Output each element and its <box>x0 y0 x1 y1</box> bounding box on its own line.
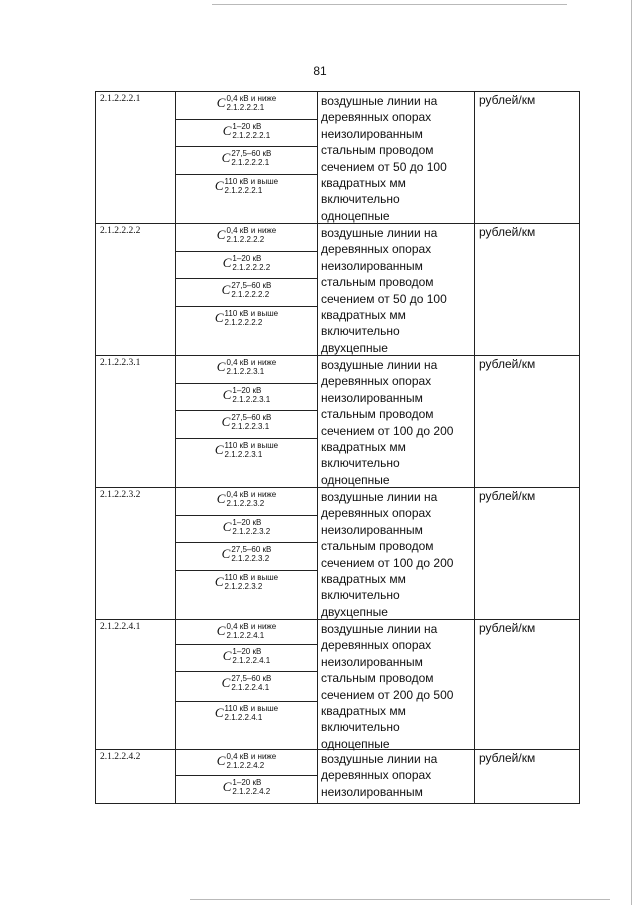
symbol-index: 2.1.2.2.4.1 <box>226 631 265 640</box>
rate-symbol-cell <box>176 307 317 355</box>
rate-symbols <box>176 92 318 223</box>
table-row <box>95 224 580 356</box>
description-line: двухцепные <box>321 604 388 619</box>
description-line: одноцепные <box>321 472 390 487</box>
unit-of-measure: рублей/км <box>479 225 536 239</box>
description-line: включительно <box>321 192 400 207</box>
description-line: неизолированным <box>321 126 423 141</box>
description-line: деревянных опорах <box>321 506 432 521</box>
rate-symbol <box>215 309 278 327</box>
symbol-base: C <box>216 753 226 768</box>
table-row <box>95 356 580 488</box>
description-line: деревянных опорах <box>321 638 432 653</box>
voltage-class: 110 кВ и выше <box>224 309 279 318</box>
rate-symbol <box>223 518 270 536</box>
rate-symbol-cell <box>176 439 317 487</box>
symbol-index: 2.1.2.2.2.1 <box>231 158 270 167</box>
rate-symbol <box>217 226 276 244</box>
description-line: квадратных мм <box>321 704 406 719</box>
unit-of-measure: рублей/км <box>479 751 536 765</box>
symbol-index: 2.1.2.2.3.2 <box>231 554 270 563</box>
symbol-index: 2.1.2.2.2.2 <box>231 290 270 299</box>
voltage-class: 1–20 кВ <box>232 254 262 263</box>
description-line: сечением от 100 до 200 <box>321 555 454 570</box>
table-row <box>95 488 580 620</box>
symbol-base: C <box>214 705 224 720</box>
description-line: неизолированным <box>321 522 423 537</box>
description-line: неизолированным <box>321 784 423 799</box>
voltage-class: 1–20 кВ <box>232 647 262 656</box>
symbol-base: C <box>221 675 231 690</box>
rate-symbol-cell <box>176 543 317 571</box>
description-line: сечением от 50 до 100 <box>321 159 447 174</box>
rate-symbol-cell <box>176 279 317 307</box>
description-line: квадратных мм <box>321 308 406 323</box>
description-line: воздушные линии на <box>321 622 438 636</box>
description-line: неизолированным <box>321 390 423 405</box>
rate-symbol-cell <box>176 147 317 175</box>
description-line: включительно <box>321 588 400 603</box>
rate-symbol <box>217 752 276 770</box>
voltage-class: 27,5–60 кВ <box>231 149 272 158</box>
rate-symbols <box>176 750 318 803</box>
symbol-base: C <box>216 359 226 374</box>
rate-symbol <box>223 647 270 665</box>
description-line: неизолированным <box>321 654 423 669</box>
rate-symbol-cell <box>176 411 317 439</box>
symbol-base: C <box>214 442 224 457</box>
symbol-index: 2.1.2.2.3.1 <box>232 395 271 404</box>
symbol-base: C <box>216 95 226 110</box>
voltage-class: 110 кВ и выше <box>224 573 279 582</box>
description-line: сечением от 50 до 100 <box>321 291 447 306</box>
voltage-class: 1–20 кВ <box>232 386 262 395</box>
table-row <box>95 750 580 804</box>
symbol-index: 2.1.2.2.2.1 <box>232 131 271 140</box>
rate-symbol <box>223 386 270 404</box>
description-line: включительно <box>321 720 400 735</box>
symbol-index: 2.1.2.2.4.1 <box>231 683 270 692</box>
rate-symbol <box>215 177 278 195</box>
line-description <box>318 750 475 803</box>
item-code: 2.1.2.2.4.1 <box>96 620 176 749</box>
rate-symbol <box>222 281 272 299</box>
page-number: 81 <box>313 64 327 78</box>
rate-symbol-cell <box>176 776 317 803</box>
rate-symbol-cell <box>176 252 317 279</box>
item-code: 2.1.2.2.3.2 <box>96 488 176 619</box>
rate-symbols <box>176 356 318 487</box>
rate-symbol-cell <box>176 571 317 619</box>
rate-symbol <box>222 413 272 431</box>
rate-symbol-cell <box>176 224 317 252</box>
line-description <box>318 92 475 223</box>
symbol-base: C <box>216 623 226 638</box>
description-line: воздушные линии на <box>321 490 438 504</box>
description-line: воздушные линии на <box>321 94 438 108</box>
description-line: квадратных мм <box>321 176 406 191</box>
rate-symbol <box>222 545 272 563</box>
rate-symbol-cell <box>176 620 317 645</box>
symbol-base: C <box>214 310 224 325</box>
rate-symbol <box>217 94 276 112</box>
scan-edge-top <box>212 4 567 5</box>
symbol-index: 2.1.2.2.4.2 <box>232 787 271 796</box>
rate-symbol <box>217 358 276 376</box>
unit-of-measure: рублей/км <box>479 93 536 107</box>
voltage-class: 0,4 кВ и ниже <box>226 490 277 499</box>
table-row <box>95 620 580 750</box>
symbol-index: 2.1.2.2.4.1 <box>224 713 263 722</box>
symbol-index: 2.1.2.2.2.2 <box>224 318 263 327</box>
rate-symbol <box>215 704 278 722</box>
item-code: 2.1.2.2.2.1 <box>96 92 176 223</box>
voltage-class: 0,4 кВ и ниже <box>226 752 277 761</box>
description-line: одноцепные <box>321 736 390 751</box>
symbol-index: 2.1.2.2.3.2 <box>224 582 263 591</box>
voltage-class: 27,5–60 кВ <box>231 674 272 683</box>
item-code: 2.1.2.2.2.2 <box>96 224 176 355</box>
symbol-index: 2.1.2.2.3.1 <box>231 422 270 431</box>
voltage-class: 27,5–60 кВ <box>231 413 272 422</box>
description-line: стальным проводом <box>321 539 434 554</box>
voltage-class: 110 кВ и выше <box>224 177 279 186</box>
rate-symbol <box>217 622 276 640</box>
rate-symbol-cell <box>176 384 317 411</box>
symbol-base: C <box>222 123 232 138</box>
symbol-base: C <box>222 779 232 794</box>
description-line: воздушные линии на <box>321 358 438 372</box>
rate-symbol-cell <box>176 702 317 749</box>
rate-symbols <box>176 224 318 355</box>
rate-symbol-cell <box>176 645 317 672</box>
voltage-class: 0,4 кВ и ниже <box>226 358 277 367</box>
symbol-index: 2.1.2.2.4.1 <box>232 656 271 665</box>
voltage-class: 0,4 кВ и ниже <box>226 622 277 631</box>
scan-edge-bottom <box>190 899 610 900</box>
rate-symbol <box>223 254 270 272</box>
description-line: включительно <box>321 456 400 471</box>
symbol-base: C <box>216 491 226 506</box>
rate-symbol-cell <box>176 672 317 702</box>
symbol-index: 2.1.2.2.2.1 <box>226 103 265 112</box>
voltage-class: 110 кВ и выше <box>224 704 279 713</box>
scan-edge-right <box>631 0 632 905</box>
symbol-index: 2.1.2.2.3.2 <box>232 527 271 536</box>
description-line: воздушные линии на <box>321 752 438 766</box>
voltage-class: 1–20 кВ <box>232 518 262 527</box>
symbol-base: C <box>216 227 226 242</box>
description-line: включительно <box>321 324 400 339</box>
rate-symbol-cell <box>176 175 317 223</box>
description-line: стальным проводом <box>321 143 434 158</box>
voltage-class: 110 кВ и выше <box>224 441 279 450</box>
voltage-class: 1–20 кВ <box>232 778 262 787</box>
symbol-base: C <box>221 414 231 429</box>
description-line: квадратных мм <box>321 572 406 587</box>
line-description <box>318 620 475 749</box>
voltage-class: 27,5–60 кВ <box>231 281 272 290</box>
rate-symbol <box>217 490 276 508</box>
symbol-index: 2.1.2.2.4.2 <box>226 761 265 770</box>
unit-of-measure: рублей/км <box>479 489 536 503</box>
symbol-base: C <box>222 387 232 402</box>
symbol-base: C <box>221 546 231 561</box>
rate-symbol-cell <box>176 516 317 543</box>
symbol-base: C <box>222 519 232 534</box>
unit-of-measure: рублей/км <box>479 357 536 371</box>
description-line: сечением от 200 до 500 <box>321 687 454 702</box>
rate-symbol <box>223 778 270 796</box>
description-line: одноцепные <box>321 208 390 223</box>
rate-symbol-cell <box>176 356 317 384</box>
symbol-base: C <box>214 178 224 193</box>
rate-symbols <box>176 488 318 619</box>
symbol-index: 2.1.2.2.2.1 <box>224 186 263 195</box>
rate-symbol <box>215 441 278 459</box>
rate-symbol <box>223 122 270 140</box>
rate-symbol-cell <box>176 750 317 776</box>
description-line: деревянных опорах <box>321 110 432 125</box>
description-line: сечением от 100 до 200 <box>321 423 454 438</box>
table-row <box>95 91 580 224</box>
symbol-index: 2.1.2.2.3.2 <box>226 499 265 508</box>
voltage-class: 0,4 кВ и ниже <box>226 94 277 103</box>
rate-symbol <box>222 149 272 167</box>
description-line: воздушные линии на <box>321 226 438 240</box>
description-line: стальным проводом <box>321 407 434 422</box>
description-line: деревянных опорах <box>321 768 432 783</box>
rate-symbol <box>215 573 278 591</box>
description-line: квадратных мм <box>321 440 406 455</box>
symbol-base: C <box>222 255 232 270</box>
rate-symbols <box>176 620 318 749</box>
rate-symbol-cell <box>176 120 317 147</box>
description-line: деревянных опорах <box>321 374 432 389</box>
symbol-index: 2.1.2.2.3.1 <box>224 450 263 459</box>
symbol-index: 2.1.2.2.2.2 <box>232 263 271 272</box>
description-line: неизолированным <box>321 258 423 273</box>
rate-symbol-cell <box>176 488 317 516</box>
description-line: стальным проводом <box>321 671 434 686</box>
symbol-base: C <box>214 574 224 589</box>
description-line: двухцепные <box>321 340 388 355</box>
voltage-class: 27,5–60 кВ <box>231 545 272 554</box>
description-line: деревянных опорах <box>321 242 432 257</box>
symbol-index: 2.1.2.2.3.1 <box>226 367 265 376</box>
item-code: 2.1.2.2.3.1 <box>96 356 176 487</box>
voltage-class: 1–20 кВ <box>232 122 262 131</box>
symbol-base: C <box>221 150 231 165</box>
line-description <box>318 224 475 355</box>
voltage-class: 0,4 кВ и ниже <box>226 226 277 235</box>
line-description <box>318 356 475 487</box>
unit-of-measure: рублей/км <box>479 621 536 635</box>
symbol-base: C <box>221 282 231 297</box>
description-line: стальным проводом <box>321 275 434 290</box>
rate-symbol-cell <box>176 92 317 120</box>
symbol-base: C <box>222 648 232 663</box>
symbol-index: 2.1.2.2.2.2 <box>226 235 265 244</box>
tariff-table <box>95 91 580 804</box>
item-code: 2.1.2.2.4.2 <box>96 750 176 803</box>
line-description <box>318 488 475 619</box>
rate-symbol <box>222 674 272 692</box>
